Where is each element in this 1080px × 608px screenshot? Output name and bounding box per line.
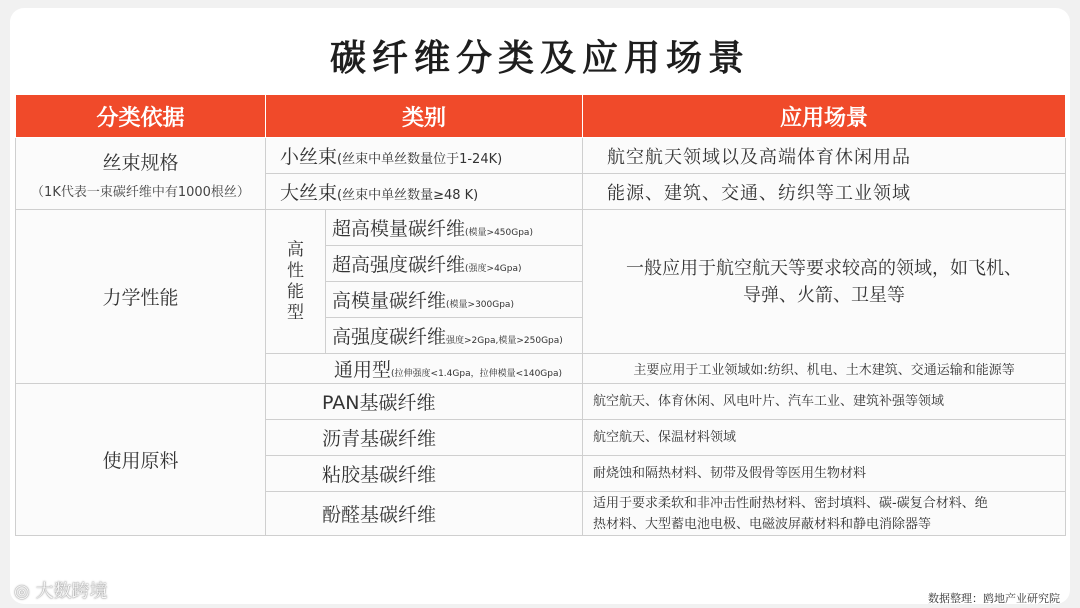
classification-table bbox=[15, 94, 1066, 536]
category-phenolic: 酚醛基碳纤维 bbox=[266, 492, 583, 536]
category-high-strength-note: 强度>2Gpa,模量>250Gpa) bbox=[446, 336, 563, 346]
category-high-strength-label: 高强度碳纤维 bbox=[332, 326, 447, 348]
category-high-modulus-note: (模量>300Gpa) bbox=[446, 300, 514, 310]
application-high-performance bbox=[583, 210, 1066, 354]
category-ultra-high-strength-label: 超高强度碳纤维 bbox=[332, 254, 466, 276]
watermark-logo bbox=[14, 577, 107, 603]
category-small-tow-note: (丝束中单丝数量位于1-24K) bbox=[337, 152, 503, 167]
category-large-tow bbox=[266, 174, 583, 210]
high-performance-type bbox=[266, 210, 326, 354]
header-category: 类别 bbox=[266, 95, 583, 138]
application-general-purpose: 主要应用于工业领域如:纺织、机电、土木建筑、交通运输和能源等 bbox=[583, 354, 1066, 384]
category-high-modulus bbox=[326, 282, 583, 318]
category-general-purpose-label: 通用型 bbox=[334, 359, 392, 381]
application-phenolic bbox=[583, 492, 1066, 536]
application-phenolic-line1: 适用于要求柔软和非冲击性耐热材料、密封填料、碳-碳复合材料、绝 bbox=[593, 495, 988, 511]
category-ultra-high-strength bbox=[326, 246, 583, 282]
category-high-strength bbox=[326, 318, 583, 354]
category-ultra-high-strength-note: (强度>4Gpa) bbox=[465, 264, 522, 274]
application-high-performance-line2: 导弹、火箭、卫星等 bbox=[743, 284, 906, 306]
table-row bbox=[16, 210, 1066, 246]
category-ultra-high-modulus-note: (模量>450Gpa) bbox=[465, 228, 533, 238]
page-title: 碳纤维分类及应用场景 bbox=[329, 38, 750, 79]
table-header-row bbox=[16, 95, 1066, 138]
application-small-tow: 航空航天领域以及高端体育休闲用品 bbox=[583, 138, 1066, 174]
basis-spec-note: （1K代表一束碳纤维中有1000根丝） bbox=[31, 184, 250, 200]
basis-spec-cell bbox=[16, 138, 266, 210]
application-phenolic-line2: 热材料、大型蓄电池电极、电磁波屏蔽材料和静电消除器等 bbox=[593, 516, 932, 532]
source-note: 数据整理：鸥地产业研究院 bbox=[928, 592, 1060, 605]
application-viscose: 耐烧蚀和隔热材料、韧带及假骨等医用生物材料 bbox=[583, 456, 1066, 492]
category-ultra-high-modulus bbox=[326, 210, 583, 246]
table-row bbox=[16, 384, 1066, 420]
application-pan: 航空航天、体育休闲、风电叶片、汽车工业、建筑补强等领域 bbox=[583, 384, 1066, 420]
application-high-performance-line1: 一般应用于航空航天等要求较高的领域，如飞机、 bbox=[626, 257, 1023, 279]
category-large-tow-label: 大丝束 bbox=[280, 182, 338, 204]
basis-mechanical: 力学性能 bbox=[16, 210, 266, 384]
category-small-tow-label: 小丝束 bbox=[280, 146, 338, 168]
category-small-tow bbox=[266, 138, 583, 174]
category-general-purpose-note: (拉伸强度<1.4Gpa，拉伸模量<140Gpa) bbox=[391, 369, 563, 379]
category-pitch: 沥青基碳纤维 bbox=[266, 420, 583, 456]
header-application: 应用场景 bbox=[583, 95, 1066, 138]
watermark-icon: ◎ bbox=[14, 581, 30, 602]
basis-spec: 丝束规格 bbox=[102, 151, 179, 174]
category-ultra-high-modulus-label: 超高模量碳纤维 bbox=[332, 218, 466, 240]
application-large-tow: 能源、建筑、交通、纺织等工业领域 bbox=[583, 174, 1066, 210]
high-performance-label: 高性能型 bbox=[287, 239, 304, 323]
application-pitch: 航空航天、保温材料领域 bbox=[583, 420, 1066, 456]
basis-raw-material: 使用原料 bbox=[16, 384, 266, 536]
category-high-modulus-label: 高模量碳纤维 bbox=[332, 290, 447, 312]
category-large-tow-note: (丝束中单丝数量≥48 K) bbox=[337, 188, 479, 203]
table-row bbox=[16, 138, 1066, 174]
watermark-text: 大数跨境 bbox=[35, 581, 108, 602]
header-basis: 分类依据 bbox=[16, 95, 266, 138]
category-pan: PAN基碳纤维 bbox=[266, 384, 583, 420]
category-viscose: 粘胶基碳纤维 bbox=[266, 456, 583, 492]
category-general-purpose bbox=[266, 354, 583, 384]
